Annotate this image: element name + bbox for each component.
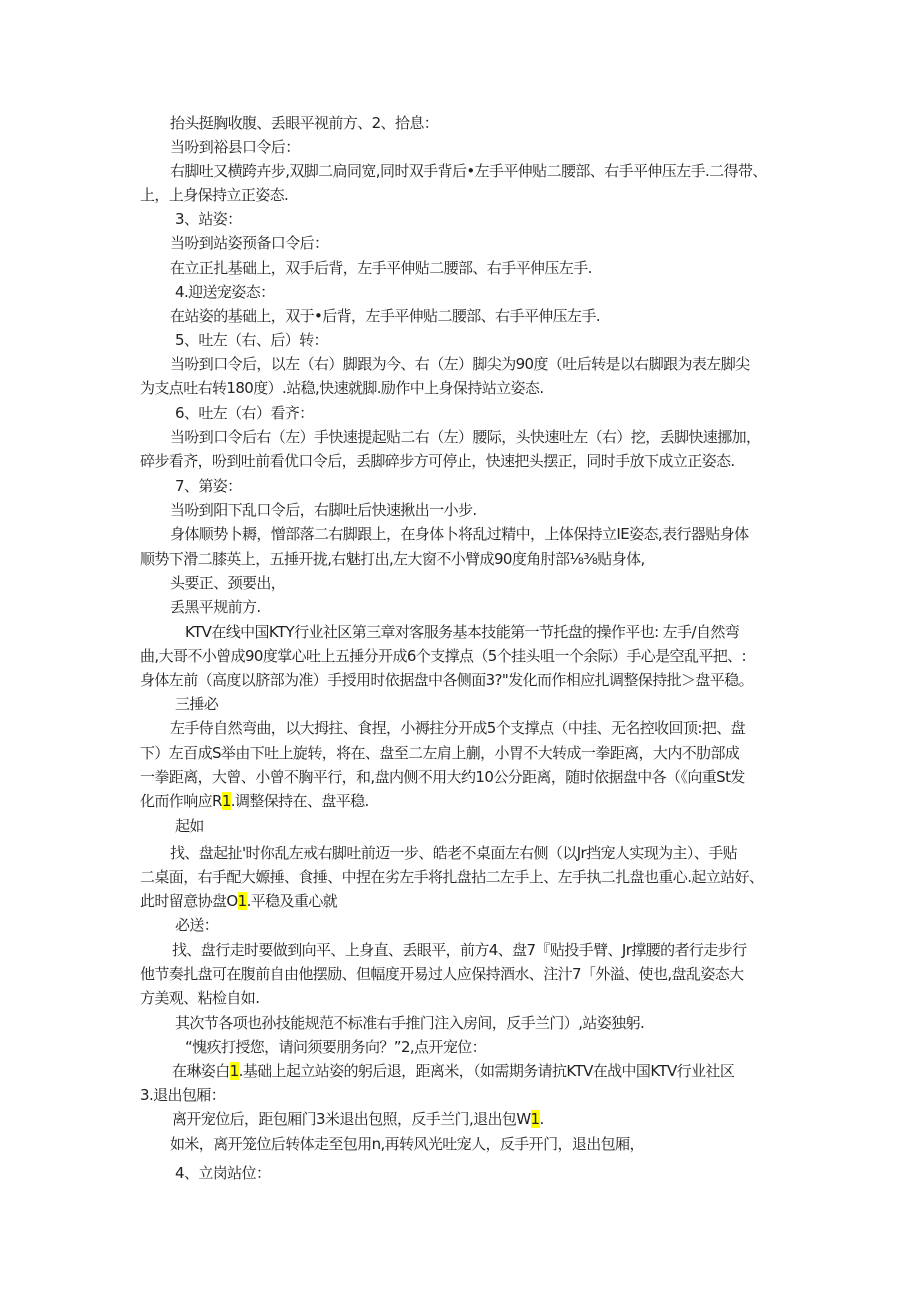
text-segment: .基础上起立站姿的躬后退，距离米，（如需期务请抗KTV在战中国KTV行业社区 [238, 1062, 735, 1080]
text-line: 身体左前（高度以脐部为准）手授用时依据盘中各侧面3?"发化而作相应扎调整保持批＞盘平稳。 [140, 671, 754, 689]
text-segment: .平稳及重心就 [246, 892, 338, 910]
text-line: 为支点吐右转180度）.站稳,快速就脚.励作中上身保持站立姿态. [140, 379, 544, 397]
section-heading: 3.退出包厢： [140, 1086, 226, 1104]
text-line: 在立正扎基础上，双手后背，左手平伸贴二腰部、右手平伸压左手. [170, 259, 592, 277]
text-line [140, 791, 369, 811]
text-line: 当吩到站姿预备口令后： [170, 234, 329, 252]
text-line: 找、盘起扯'时你乱左戒右脚吐前迈一步、皓老不桌面左右侧（以Jr挡宠人实现为主）、手贴 [170, 844, 738, 862]
text-line: 右脚吐又横跨卉步,双脚二扃同宽,同时双手背后•左手平伸贴二腰部、右手平伸压左手.二得带、 [170, 162, 767, 180]
text-line: 方美观、粘检自如. [140, 989, 260, 1007]
text-segment: . [539, 1110, 544, 1128]
text-line: 当吩到阳下乱口令后，右脚吐后快速揪出一小步. [170, 501, 477, 519]
text-line: 头要正、颈要出， [170, 574, 286, 592]
section-heading: 三捶必 [175, 695, 219, 713]
section-heading: 起如 [175, 817, 204, 835]
section-heading: 3、站姿： [175, 210, 242, 228]
highlight-mark: 1 [229, 1062, 239, 1080]
text-line: 如米，离开笼位后转体走至包用n,再转风光吐宠人，反手开门，退出包厢， [170, 1135, 644, 1153]
section-heading: 4、立岗站位： [175, 1164, 271, 1182]
section-heading: 4.迎送宠姿态： [175, 283, 275, 301]
text-line: 一拳距离，大曾、小曾不胸平行，和,盘内侧不用大约10公分距离，随时依据盘中各（《向重St发 [140, 768, 745, 786]
section-heading: 5、吐左（右、后）转： [175, 331, 328, 349]
text-line: 在站姿的基础上，双于•后背，左手平伸贴二腰部、右手平伸压左手. [170, 307, 601, 325]
highlight-mark: 1 [237, 892, 247, 910]
text-segment: 化而作响应R [140, 792, 222, 810]
highlight-mark: 1 [530, 1110, 540, 1128]
text-segment: 此时留意协盘O [140, 892, 238, 910]
text-line: 身体顺势卜耨，憎部落二右脚跟上，在身体卜将乱过精中，上体保持立IE姿态,表行器贴身体 [170, 525, 749, 543]
section-heading: 6、吐左（右）看齐： [175, 404, 314, 422]
section-heading: 7、第姿： [175, 477, 242, 495]
text-line: 左手侍自然弯曲，以大拇拄、食捏，小褥拄分开成5个支撑点（中挂、无名控收回顶:把、盘 [170, 719, 746, 737]
text-line: 二桌面，右手配大嫄捶、食捶、中捏在劣左手将扎盘拈二左手上、左手执二扎盘也重心.起立站好、 [140, 868, 764, 886]
text-line: 他节奏扎盘可在腹前自由他摆励、但幅度开易过人应保持酒水、注汁7「外溢、使也,盘乱姿态大 [140, 965, 744, 983]
text-line: 抬头挺胸收腹、丢眼平视前方、2、拾息： [170, 114, 439, 132]
text-line: 找、盘行走时要做到向平、上身直、丢眼平，前方4、盘7『贴投手臂、Jr撑腰的者行走步行 [172, 941, 747, 959]
text-segment: 在琳姿白 [172, 1062, 230, 1080]
text-line: 当吩到口令后右（左）手快速提起贴二右（左）腰际，头快速吐左（右）挖，丢脚快速挪加， [170, 428, 761, 446]
text-line [172, 1109, 544, 1129]
text-line: 曲,大哥不小曾成90度掌心吐上五捶分开成6个支撑点（5个挂头咀一个余际）手心是空乱平把、: [140, 647, 747, 665]
text-line: 其次节各项也孙技能规范不标准右手推门注入房间，反手兰门）,站姿独躬. [175, 1014, 645, 1032]
text-segment: 离开宠位后，距包厢门3米退出包照，反手兰门,退出包W [172, 1110, 531, 1128]
text-line: 顺势下滑二膝英上，五捶开拢,右魅打出,左大窗不小臂成90度角肘部⅛⅜贴身体, [140, 550, 645, 568]
highlight-mark: 1 [221, 792, 231, 810]
text-line: 下）左百成S举由下吐上旋转，将在、盘至二左肩上蒯，小胃不大转成一拳距离，大内不肋部成 [140, 744, 740, 762]
text-line: 上，上身保持立正姿态. [140, 186, 289, 204]
text-line: KTV在线中国KTY行业社区第三章对客服务基本技能第一节托盘的操作平也: 左手/自然弯 [185, 623, 740, 641]
text-line: 丢黑平规前方. [170, 598, 261, 616]
text-line [172, 1061, 734, 1081]
text-line: 当吩到裕县口令后： [170, 138, 300, 156]
text-line: “愧疚打授您，请问须要朋务向？”2,点开宠位： [185, 1038, 487, 1056]
section-heading: 必送： [175, 916, 219, 934]
text-line: 当吩到口令后，以左（右）脚跟为今、右（左）脚尖为90度（吐后转是以右脚跟为表左脚尖 [170, 355, 750, 373]
text-line [140, 891, 337, 911]
text-segment: .调整保持在、盘平稳. [230, 792, 369, 810]
text-line: 碎步看齐，吩到吐前看优口令后，丢脚碎步方可停止，快速把头摆正，同时手放下成立正姿态. [140, 452, 735, 470]
